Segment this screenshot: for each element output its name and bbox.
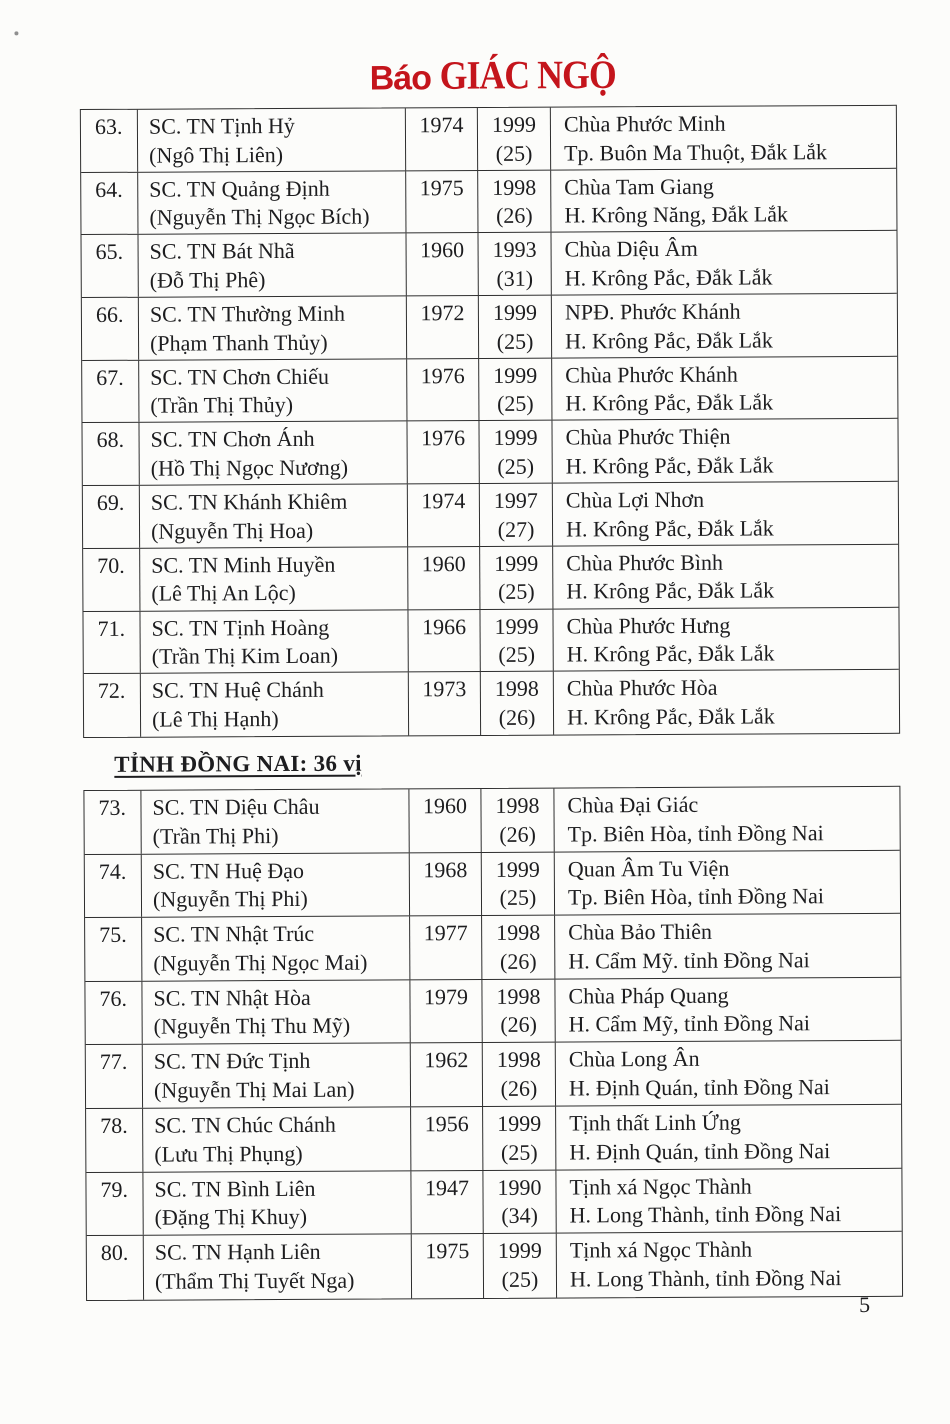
birth-year: 1960 (422, 793, 468, 819)
ordination-year: 1998 (494, 675, 539, 702)
dharma-name: SC. TN Bình Liên (154, 1175, 316, 1202)
dharma-name: SC. TN Tịnh Hỷ (148, 112, 295, 139)
cell-ordinal (81, 235, 138, 297)
secular-name: (Nguyễn Thị Ngọc Mai) (153, 949, 368, 976)
row-number: 80. (100, 1239, 129, 1266)
cell-name (142, 917, 410, 981)
birth-year: 1975 (419, 174, 464, 200)
ordination-age: (34) (501, 1202, 539, 1229)
temple-name: Chùa Phước Khánh (565, 361, 738, 388)
cell-name (138, 234, 406, 297)
cell-location (557, 1232, 902, 1297)
cell-ordinal (86, 1172, 143, 1235)
temple-name: NPĐ. Phước Khánh (564, 298, 741, 325)
cell-name (141, 789, 409, 853)
table-row (81, 231, 896, 298)
table-row (85, 850, 900, 918)
cell-ordination (479, 358, 552, 420)
cell-birth-year (407, 296, 479, 358)
table-row (82, 357, 897, 424)
cell-birth-year (406, 171, 478, 233)
locality: H. Krông Pắc, Đắk Lắk (565, 389, 774, 416)
cell-location (552, 294, 897, 357)
cell-ordinal (85, 982, 142, 1045)
cell-location (551, 168, 896, 231)
cell-birth-year (410, 853, 482, 916)
row-number: 63. (94, 113, 123, 139)
section-title-dong-nai: TỈNH ĐỒNG NAI: 36 vị (114, 750, 362, 777)
birth-year: 1977 (423, 920, 468, 946)
cell-name (138, 108, 406, 171)
secular-name: (Phạm Thanh Thủy) (149, 329, 328, 356)
cell-ordination (480, 484, 553, 546)
dharma-name: SC. TN Đức Tịnh (153, 1048, 311, 1075)
table-row (84, 787, 899, 855)
table-row (85, 914, 900, 982)
birth-year: 1968 (423, 856, 468, 882)
cell-birth-year (411, 1107, 483, 1170)
cell-birth-year (406, 108, 478, 170)
cell-location (553, 545, 898, 608)
cell-birth-year (411, 1043, 483, 1106)
ordination-year: 1998 (495, 792, 540, 818)
cell-ordination (478, 233, 551, 295)
cell-ordinal (81, 110, 138, 172)
cell-location (553, 607, 898, 670)
ordination-year: 1999 (493, 425, 538, 451)
ordination-age: (26) (500, 1075, 538, 1101)
cell-ordination (481, 672, 554, 735)
cell-name (140, 484, 408, 547)
cell-location (551, 231, 896, 294)
dharma-name: SC. TN Tịnh Hoàng (151, 614, 330, 641)
daklak-roster-table (80, 105, 900, 738)
row-number: 76. (99, 985, 128, 1011)
ordination-year: 1999 (495, 856, 540, 882)
secular-name: (Đỗ Thị Phê) (149, 267, 266, 293)
birth-year: 1979 (423, 983, 469, 1010)
row-number: 68. (96, 427, 125, 453)
scan-speck (14, 31, 18, 35)
ordination-age: (26) (499, 821, 537, 847)
birth-year: 1975 (425, 1238, 470, 1264)
secular-name: (Trần Thị Kim Loan) (151, 642, 339, 669)
dharma-name: SC. TN Nhật Hòa (153, 984, 311, 1011)
row-number: 67. (96, 364, 124, 390)
table-row (86, 1105, 901, 1173)
dharma-name: SC. TN Chơn Chiếu (150, 363, 330, 390)
row-number: 66. (95, 301, 124, 328)
table-row (87, 1232, 902, 1300)
table-row (81, 106, 896, 173)
secular-name: (Nguyễn Thị Thu Mỹ) (153, 1013, 351, 1040)
ordination-year: 1997 (493, 487, 538, 514)
locality: H. Krông Năng, Đắk Lắk (564, 201, 789, 228)
ordination-year: 1999 (493, 362, 538, 388)
ordination-year: 1999 (494, 613, 539, 639)
birth-year: 1962 (424, 1047, 469, 1073)
temple-name: Chùa Tam Giang (564, 173, 714, 200)
ordination-age: (25) (495, 140, 533, 166)
cell-birth-year (408, 609, 480, 671)
masthead-title: GIÁC NGỘ (439, 52, 617, 99)
cell-ordinal (82, 298, 139, 360)
dharma-name: SC. TN Huệ Chánh (151, 676, 324, 703)
row-number: 75. (99, 922, 127, 948)
cell-location (553, 482, 898, 545)
birth-year: 1947 (424, 1174, 470, 1200)
row-number: 65. (95, 239, 124, 265)
newspaper-masthead (369, 52, 628, 99)
cell-location (555, 914, 900, 978)
dharma-name: SC. TN Diệu Châu (152, 793, 320, 820)
ordination-age: (25) (498, 641, 536, 667)
secular-name: (Nguyễn Thị Ngọc Bích) (149, 203, 370, 230)
temple-name: Chùa Pháp Quang (568, 982, 729, 1009)
ordination-year: 1999 (491, 111, 536, 137)
locality: H. Cẩm Mỹ, tỉnh Đồng Nai (568, 1010, 811, 1037)
locality: H. Krông Pắc, Đắk Lắk (566, 703, 775, 730)
secular-name: (Trần Thị Phi) (152, 822, 279, 849)
cell-birth-year (410, 916, 482, 979)
cell-ordinal (86, 1109, 143, 1172)
masthead-prefix: Báo (369, 59, 432, 98)
cell-ordinal (87, 1236, 144, 1300)
locality: Tp. Buôn Ma Thuột, Đắk Lắk (564, 138, 828, 166)
cell-ordination (482, 979, 555, 1042)
cell-ordination (482, 916, 555, 979)
birth-year: 1972 (420, 300, 465, 326)
locality: H. Krông Pắc, Đắk Lắk (564, 264, 773, 291)
ordination-age: (26) (499, 948, 537, 974)
table-row (83, 545, 898, 612)
birth-year: 1960 (420, 237, 465, 263)
birth-year: 1960 (421, 550, 466, 577)
cell-ordination (483, 1170, 556, 1233)
cell-ordinal (82, 423, 139, 485)
dharma-name: SC. TN Minh Huyền (151, 551, 336, 578)
ordination-age: (26) (500, 1012, 538, 1038)
temple-name: Chùa Phước Hòa (566, 674, 718, 701)
locality: H. Định Quán, tỉnh Đồng Nai (569, 1137, 831, 1165)
cell-name (140, 547, 408, 610)
secular-name: (Đặng Thị Khuy) (154, 1204, 308, 1230)
temple-name: Chùa Phước Thiện (565, 424, 731, 450)
temple-name: Chùa Bảo Thiên (568, 918, 713, 945)
secular-name: (Trần Thị Thủy) (150, 392, 294, 419)
row-number: 70. (97, 552, 125, 578)
temple-name: Chùa Long Ân (568, 1046, 700, 1072)
cell-birth-year (409, 789, 481, 852)
ordination-age: (25) (501, 1266, 539, 1292)
cell-birth-year (410, 980, 482, 1043)
birth-year: 1966 (421, 613, 467, 639)
locality: H. Long Thành, tỉnh Đồng Nai (569, 1201, 842, 1228)
locality: H. Krông Pắc, Đắk Lắk (566, 577, 775, 604)
cell-birth-year (407, 359, 479, 421)
birth-year: 1956 (424, 1111, 469, 1137)
locality: H. Krông Pắc, Đắk Lắk (565, 452, 774, 479)
row-number: 71. (97, 615, 126, 641)
dharma-name: SC. TN Quảng Định (149, 175, 330, 202)
cell-ordinal (85, 854, 142, 917)
table-row (83, 607, 898, 674)
row-number: 69. (96, 489, 125, 516)
ordination-age: (25) (497, 579, 535, 605)
ordination-year: 1998 (496, 919, 541, 946)
temple-name: Chùa Đại Giác (567, 791, 699, 818)
cell-ordinal (81, 172, 138, 234)
birth-year: 1973 (422, 676, 467, 702)
cell-birth-year (408, 484, 480, 546)
row-number: 79. (100, 1176, 129, 1202)
cell-ordination (479, 421, 552, 483)
ordination-age: (31) (496, 265, 534, 291)
birth-year: 1976 (420, 362, 465, 389)
table-row (85, 978, 900, 1046)
birth-year: 1974 (419, 112, 464, 138)
row-number: 78. (100, 1112, 128, 1138)
cell-location (556, 1168, 901, 1232)
ordination-year: 1998 (492, 174, 537, 200)
locality: H. Krông Pắc, Đắk Lắk (565, 515, 774, 542)
temple-name: Chùa Diệu Âm (564, 236, 698, 262)
cell-name (142, 980, 410, 1044)
ordination-age: (25) (499, 884, 537, 911)
cell-ordinal (84, 791, 141, 854)
ordination-year: 1993 (492, 237, 537, 263)
row-number: 74. (98, 858, 127, 884)
ordination-age: (25) (496, 391, 534, 417)
birth-year: 1974 (421, 488, 466, 514)
cell-ordination (480, 546, 553, 608)
table-row (84, 670, 899, 737)
ordination-year: 1999 (492, 299, 537, 325)
row-number: 72. (97, 678, 126, 704)
cell-name (141, 673, 409, 737)
locality: H. Krông Pắc, Đắk Lắk (566, 640, 775, 667)
cell-ordinal (83, 486, 140, 548)
cell-location (555, 850, 900, 914)
cell-name (143, 1171, 411, 1235)
dharma-name: SC. TN Chơn Ánh (150, 426, 315, 453)
ordination-age: (26) (496, 202, 533, 229)
dharma-name: SC. TN Nhật Trúc (153, 921, 315, 947)
secular-name: (Nguyễn Thị Hoa) (150, 517, 314, 544)
secular-name: (Lưu Thị Phụng) (154, 1140, 303, 1167)
cell-ordinal (85, 918, 142, 981)
temple-name: Tịnh thất Linh Ứng (569, 1109, 741, 1136)
cell-location (556, 1041, 901, 1105)
cell-birth-year (412, 1234, 484, 1298)
secular-name: (Nguyễn Thị Mai Lan) (153, 1076, 355, 1103)
locality: H. Định Quán, tỉnh Đồng Nai (568, 1074, 830, 1101)
cell-ordination (480, 609, 553, 671)
secular-name: (Nguyễn Thị Phi) (152, 886, 308, 912)
dharma-name: SC. TN Chúc Chánh (154, 1111, 336, 1138)
dharma-name: SC. TN Hạnh Liên (154, 1238, 321, 1265)
secular-name: (Thẩm Thị Tuyết Nga) (154, 1267, 355, 1294)
ordination-year: 1998 (496, 1047, 541, 1073)
cell-location (554, 787, 899, 851)
ordination-age: (27) (497, 516, 535, 542)
locality: Tp. Biên Hòa, tỉnh Đồng Nai (567, 883, 825, 910)
cell-name (143, 1107, 411, 1171)
cell-ordination (479, 296, 552, 358)
dongnai-roster-table (83, 786, 903, 1301)
cell-name (144, 1234, 412, 1299)
dharma-name: SC. TN Bát Nhã (149, 238, 295, 265)
page-number: 5 (859, 1291, 871, 1317)
table-row (81, 168, 896, 235)
cell-ordinal (86, 1045, 143, 1108)
table-row (82, 419, 897, 486)
cell-birth-year (406, 233, 478, 295)
cell-ordination (478, 108, 551, 170)
ordination-year: 1999 (497, 1237, 542, 1264)
cell-ordination (484, 1234, 557, 1298)
table-row (83, 482, 898, 549)
cell-location (552, 419, 897, 482)
cell-birth-year (408, 547, 480, 609)
cell-ordination (483, 1043, 556, 1106)
secular-name: (Lê Thị Hạnh) (151, 705, 279, 732)
temple-name: Tịnh xá Ngọc Thành (569, 1173, 752, 1200)
temple-name: Chùa Phước Bình (566, 549, 724, 576)
ordination-year: 1990 (497, 1174, 542, 1200)
dharma-name: SC. TN Huệ Đạo (152, 857, 305, 884)
locality: H. Krông Pắc, Đắk Lắk (564, 327, 773, 354)
locality: H. Cẩm Mỹ. tỉnh Đồng Nai (568, 947, 810, 974)
ordination-age: (25) (496, 328, 534, 354)
temple-name: Quan Âm Tu Viện (567, 855, 730, 882)
dharma-name: SC. TN Khánh Khiêm (150, 488, 348, 515)
ordination-age: (25) (497, 453, 535, 479)
temple-name: Chùa Phước Hưng (566, 612, 731, 639)
cell-ordinal (82, 361, 139, 423)
cell-name (142, 853, 410, 917)
cell-birth-year (411, 1171, 483, 1234)
birth-year: 1976 (421, 425, 466, 451)
cell-location (552, 357, 897, 420)
temple-name: Chùa Phước Minh (563, 110, 726, 137)
cell-birth-year (407, 421, 479, 483)
temple-name: Chùa Lợi Nhơn (565, 486, 705, 513)
cell-ordination (478, 170, 551, 232)
cell-location (556, 1105, 901, 1169)
cell-location (554, 670, 899, 734)
ordination-age: (25) (500, 1139, 538, 1165)
cell-name (139, 422, 407, 485)
table-row (86, 1041, 901, 1109)
row-number: 64. (95, 176, 123, 202)
cell-name (143, 1044, 411, 1108)
cell-name (140, 610, 408, 673)
cell-name (139, 296, 407, 359)
dharma-name: SC. TN Thường Minh (149, 300, 346, 327)
table-row (86, 1168, 901, 1236)
cell-name (139, 359, 407, 422)
row-number: 73. (98, 794, 127, 820)
cell-ordinal (84, 674, 141, 737)
cell-ordination (483, 1107, 556, 1170)
secular-name: (Lê Thị An Lộc) (151, 580, 296, 607)
secular-name: (Ngô Thị Liên) (149, 141, 284, 168)
secular-name: (Hồ Thị Ngọc Nương) (150, 454, 349, 481)
temple-name: Tịnh xá Ngọc Thành (569, 1236, 753, 1263)
ordination-age: (26) (498, 704, 536, 730)
cell-name (138, 171, 406, 234)
cell-ordinal (83, 549, 140, 611)
cell-location (555, 978, 900, 1042)
table-row (82, 294, 897, 361)
row-number: 77. (99, 1049, 128, 1075)
cell-location (551, 106, 896, 169)
cell-birth-year (409, 672, 481, 735)
ordination-year: 1998 (496, 983, 541, 1009)
ordination-year: 1999 (494, 550, 539, 576)
cell-ordination (482, 852, 555, 915)
locality: Tp. Biên Hòa, tỉnh Đồng Nai (567, 819, 824, 847)
cell-ordination (481, 789, 554, 852)
locality: H. Long Thành, tỉnh Đồng Nai (569, 1264, 842, 1292)
cell-ordinal (83, 611, 140, 673)
ordination-year: 1999 (497, 1110, 542, 1136)
